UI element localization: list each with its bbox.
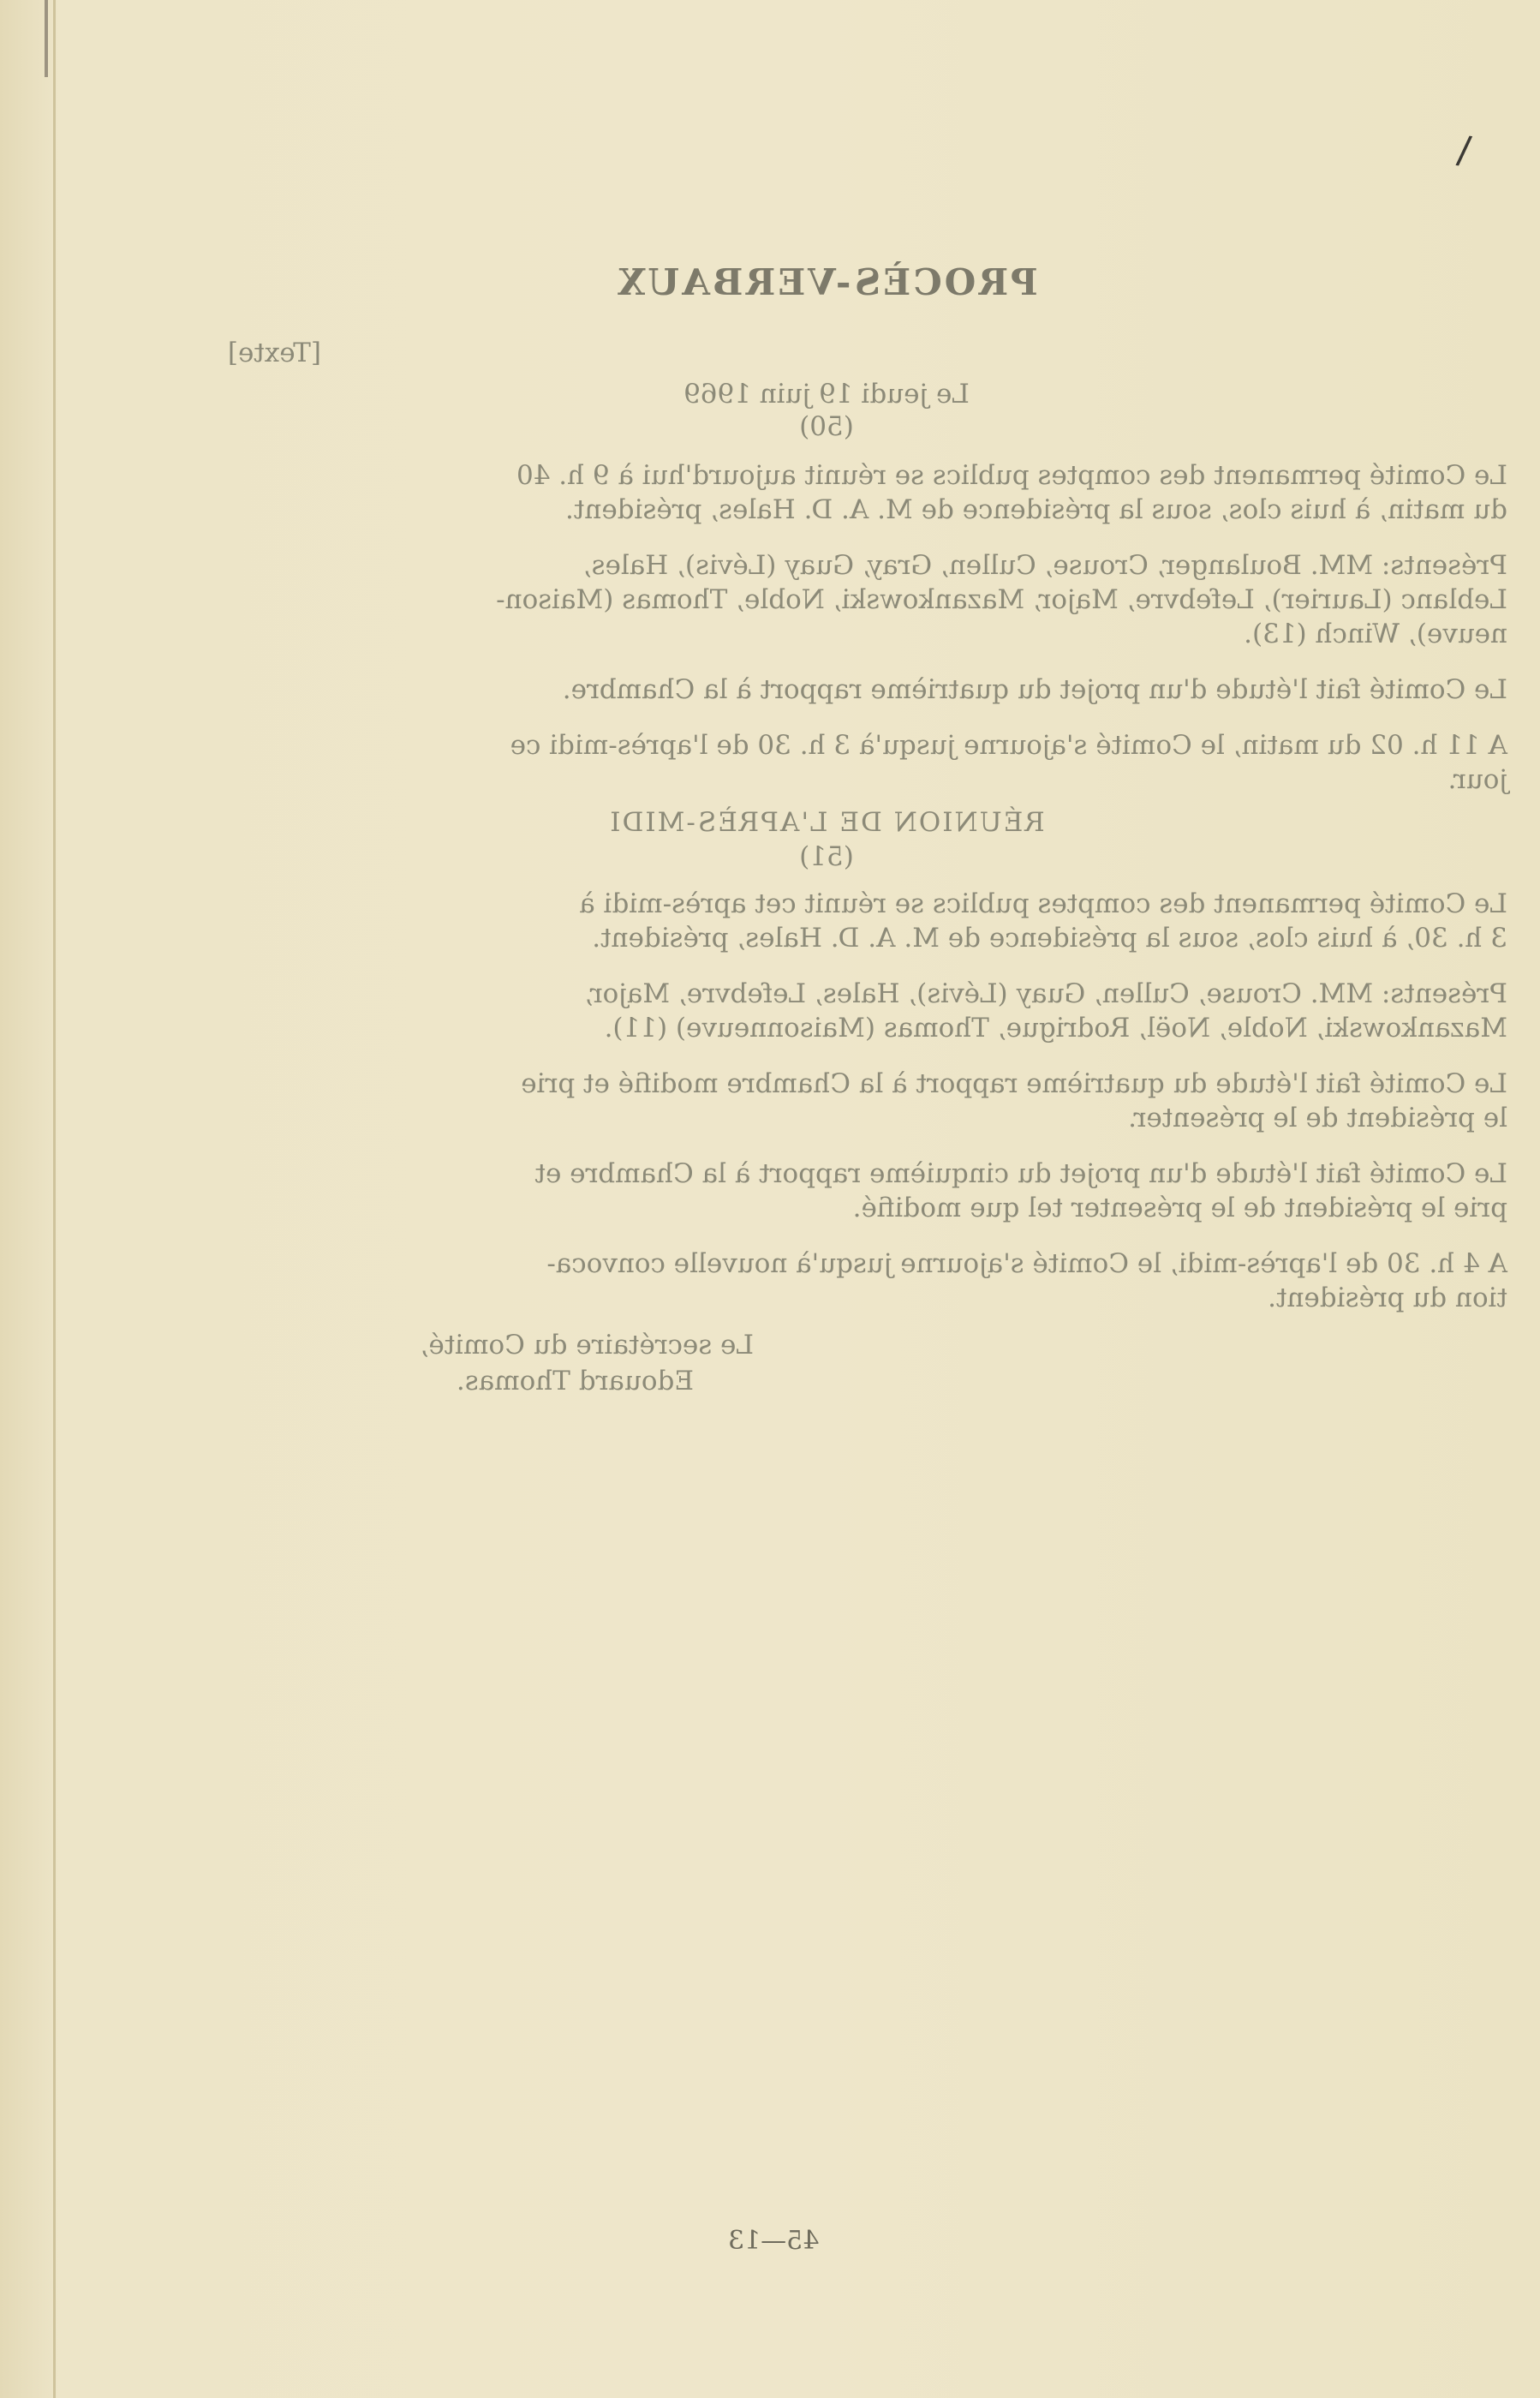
document-label: [Texte]	[227, 338, 321, 368]
paragraph-6-line-2: Mazankowski, Noble, Noël, Rodrigue, Thomas (Maisonneuve) (11).	[604, 1013, 1507, 1044]
paragraph-7-line-2: le président de le présenter.	[1128, 1103, 1507, 1133]
paragraph-6-line-1: Présents: MM. Crouse, Cullen, Guay (Lévis), Hales, Lefebvre, Major,	[584, 978, 1507, 1009]
page-number: 45—13	[728, 2226, 820, 2256]
paragraph-7-line-1: Le Comité fait l'étude du quatrième rapport à la Chambre modifié et prie	[521, 1068, 1507, 1099]
signature-title: Le secrétaire du Comité,	[420, 1330, 754, 1360]
paragraph-8-line-1: Le Comité fait l'étude d'un projet du cinquième rapport à la Chambre et	[534, 1158, 1507, 1189]
paragraph-4-line-1: A 11 h. 02 du matin, le Comité s'ajourne jusqu'à 3 h. 30 de l'après-midi ce	[510, 730, 1507, 761]
paragraph-9-line-1: A 4 h. 30 de l'après-midi, le Comité s'ajourne jusqu'à nouvelle convoca-	[546, 1248, 1507, 1279]
paragraph-2-line-1: Présents: MM. Boulanger, Crouse, Cullen, Gray, Guay (Lévis), Hales,	[582, 550, 1507, 581]
paragraph-1-line-2: du matin, à huis clos, sous la présidence de M. A. D. Hales, président.	[565, 494, 1507, 525]
paragraph-2-line-2: Leblanc (Laurier), Lefebvre, Major, Mazankowski, Noble, Thomas (Maison-	[496, 584, 1507, 615]
paragraph-3-line-1: Le Comité fait l'étude d'un projet du quatrième rapport à la Chambre.	[562, 674, 1507, 705]
meeting-date: Le jeudi 19 juin 1969	[683, 379, 970, 410]
paragraph-4-line-2: jour.	[1447, 764, 1507, 795]
session-number-2: (51)	[799, 841, 854, 872]
paragraph-5-line-2: 3 h. 30, à huis clos, sous la présidence de M. A. D. Hales, président.	[592, 923, 1507, 954]
afternoon-heading: RÉUNION DE L'APRÈS-MIDI	[608, 807, 1045, 838]
paragraph-1-line-1: Le Comité permanent des comptes publics se réunit aujourd'hui à 9 h. 40	[516, 460, 1507, 491]
paragraph-8-line-2: prie le président de le présenter tel que modifié.	[852, 1193, 1507, 1223]
binding-edge	[53, 0, 56, 2398]
paragraph-2-line-3: neuve), Winch (13).	[1244, 619, 1507, 649]
document-title: PROCÈS-VERBAUX	[615, 261, 1038, 303]
pencil-slash-mark: /	[1454, 128, 1474, 173]
session-number-1: (50)	[799, 411, 854, 442]
signature-name: Edouard Thomas.	[456, 1366, 694, 1396]
binding-mark	[45, 0, 48, 77]
bleed-through-text	[146, 240, 1507, 1525]
paragraph-5-line-1: Le Comité permanent des comptes publics se réunit cet après-midi à	[579, 888, 1507, 919]
paragraph-9-line-2: tion du président.	[1268, 1283, 1507, 1313]
